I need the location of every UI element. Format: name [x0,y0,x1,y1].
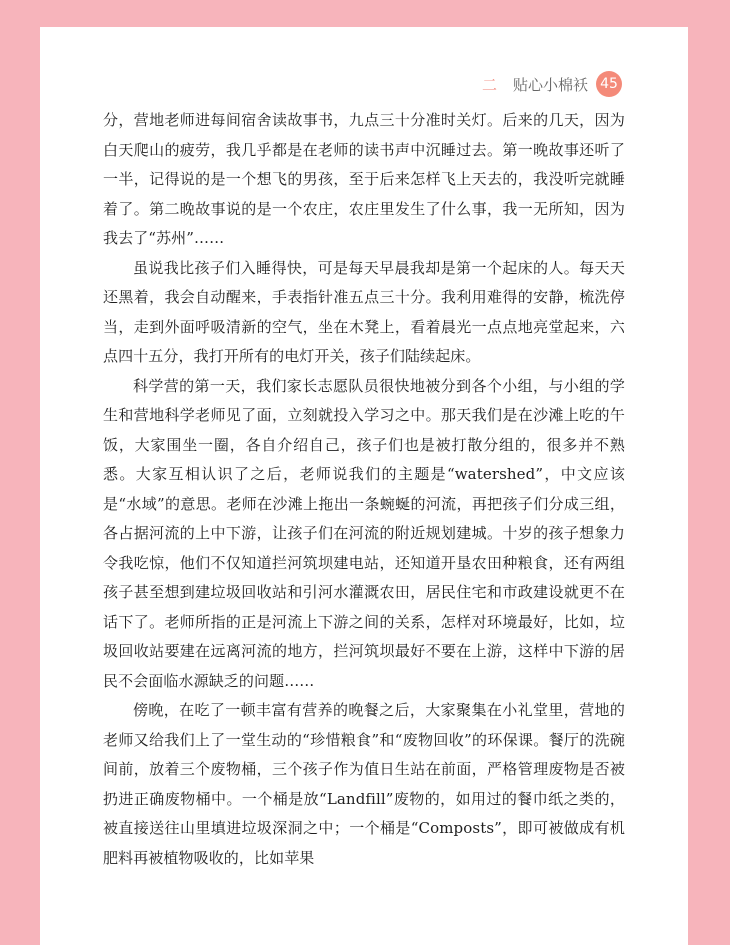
paragraph-3: 科学营的第一天，我们家长志愿队员很快地被分到各个小组，与小组的学生和营地科学老师见了面，立刻就投入学习之中。那天我们是在沙滩上吃的午饭，大家围坐一圈，各自介绍自己，孩子们也是被打散分组的，很多并不熟悉。大家互相认识了之后，老师说我们的主题是“watershed”，中文应该是“水域”的意思。老师在沙滩上拖出一条蜿蜒的河流，再把孩子们分成三组，各占据河流的上中下游，让孩子们在河流的附近规划建城。十岁的孩子想象力令我吃惊，他们不仅知道拦河筑坝建电站，还知道开垦农田种粮食，还有两组孩子甚至想到建垃圾回收站和引河水灌溉农田，居民住宅和市政建设就更不在话下了。老师所指的正是河流上下游之间的关系，怎样对环境最好，比如，垃圾回收站要建在远离河流的地方，拦河筑坝最好不要在上游，这样中下游的居民不会面临水源缺乏的问题…… [103,376,625,690]
body-text [103,106,625,873]
paragraph-1: 分，营地老师进每间宿舍读故事书，九点三十分准时关灯。后来的几天，因为白天爬山的疲劳，我几乎都是在老师的读书声中沉睡过去。第一晚故事还听了一半，记得说的是一个想飞的男孩，至于后来怎样飞上天去的，我没听完就睡着了。第二晚故事说的是一个农庄，农庄里发生了什么事，我一无所知，因为我去了“苏州”…… [103,111,625,247]
chapter-number: 二 [481,75,497,94]
page-number-badge: 45 [596,71,622,97]
paragraph-4: 傍晚，在吃了一顿丰富有营养的晚餐之后，大家聚集在小礼堂里，营地的老师又给我们上了一堂生动的“珍惜粮食”和“废物回收”的环保课。餐厅的洗碗间前，放着三个废物桶，三个孩子作为值日生站在前面，严格管理废物是否被扔进正确废物桶中。一个桶是放“Landfill”废物的，如用过的餐巾纸之类的，被直接送往山里填进垃圾深洞之中；一个桶是“Composts”，即可被做成有机肥料再被植物吸收的，比如苹果 [103,701,625,867]
chapter-title: 贴心小棉袄 [512,75,588,94]
running-header [482,71,622,97]
book-page [40,27,688,945]
paragraph-2: 虽说我比孩子们入睡得快，可是每天早晨我却是第一个起床的人。每天天还黑着，我会自动醒来，手表指针准五点三十分。我利用难得的安静，梳洗停当，走到外面呼吸清新的空气，坐在木凳上，看着晨光一点点地亮堂起来，六点四十五分，我打开所有的电灯开关，孩子们陆续起床。 [103,258,625,365]
